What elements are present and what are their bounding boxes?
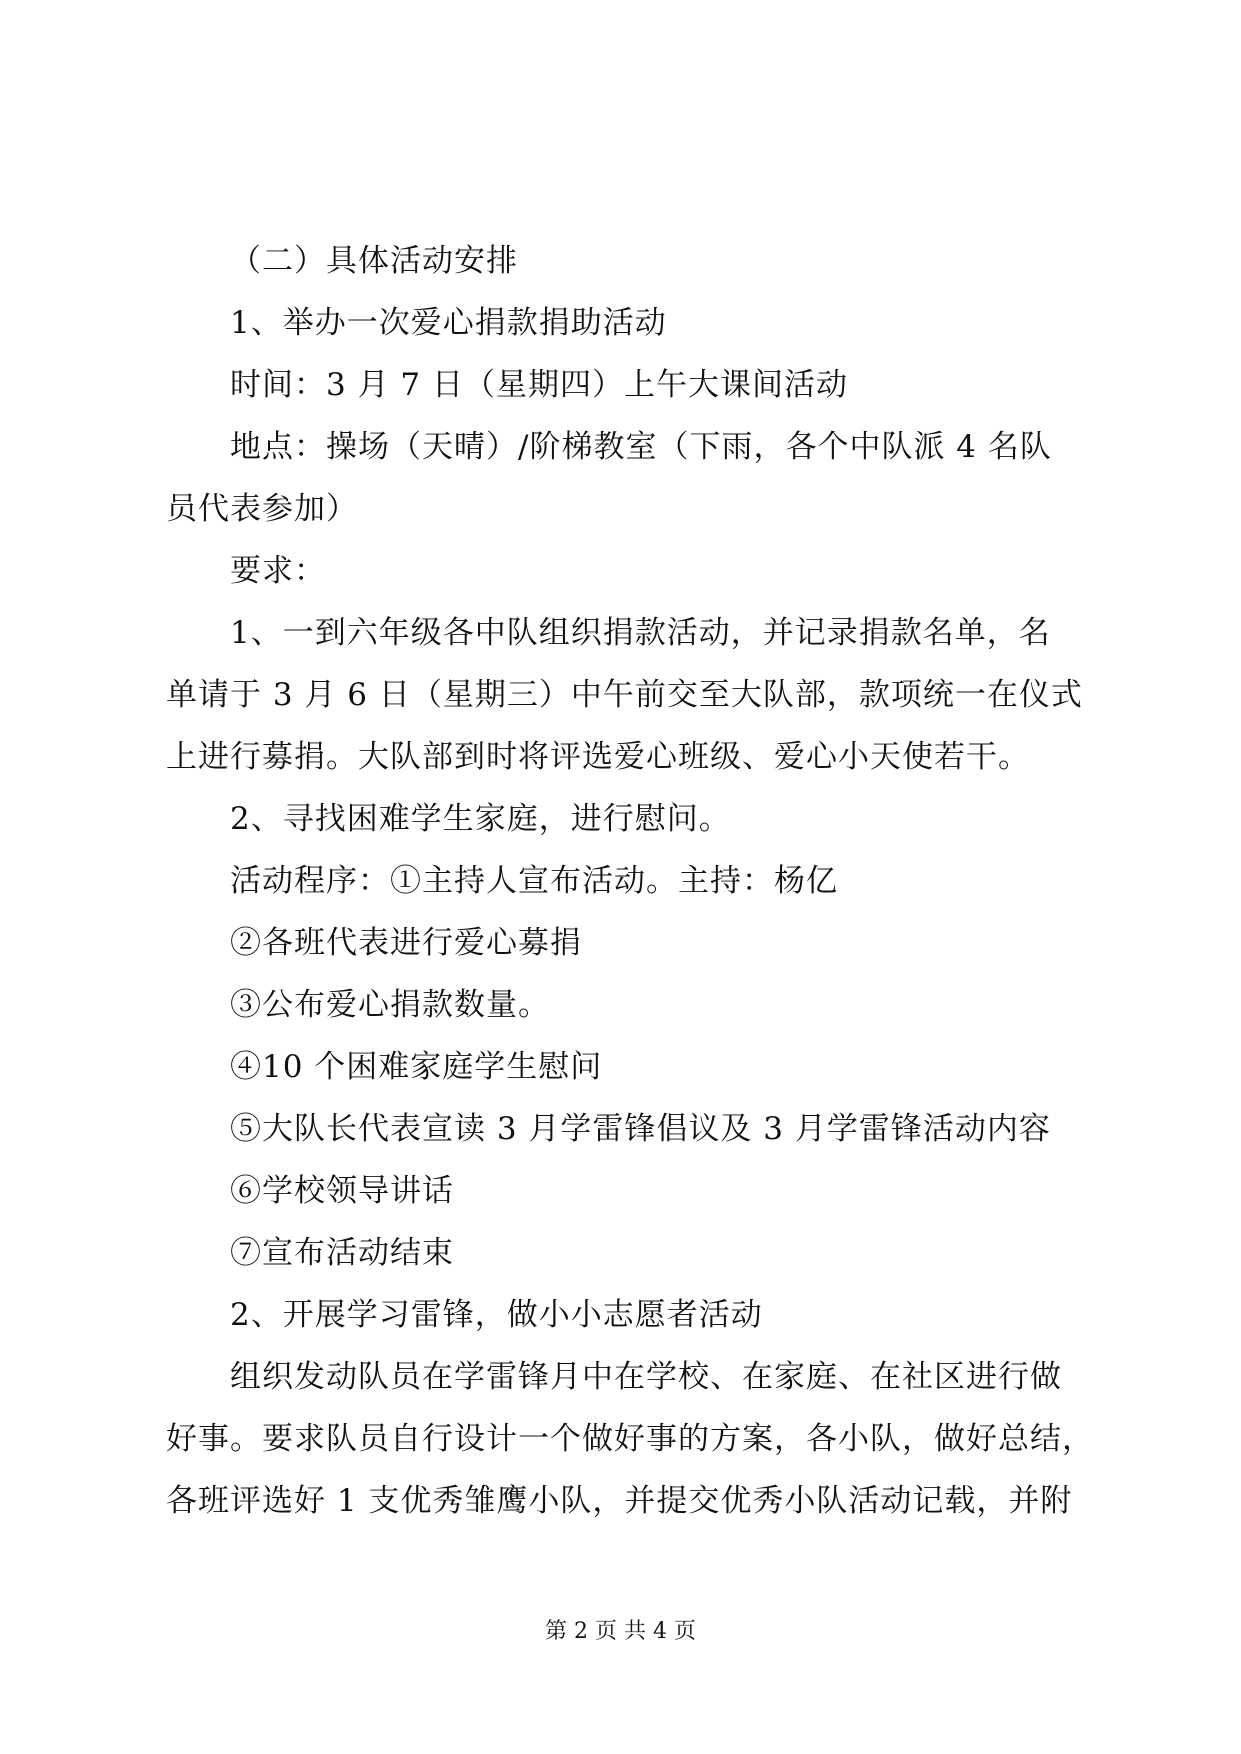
paragraph-line: 各班评选好 1 支优秀雏鹰小队，并提交优秀小队活动记载，并附 [166,1483,1073,1519]
paragraph-line: 活动程序：①主持人宣布活动。主持：杨亿 [230,863,838,899]
paragraph-line: 员代表参加） [166,491,358,527]
program-step: ⑥学校领导讲话 [230,1173,454,1209]
paragraph-line: 地点：操场（天晴）/阶梯教室（下雨，各个中队派 4 名队 [230,429,1052,465]
program-step: ③公布爱心捐款数量。 [230,987,550,1023]
program-step: ④10 个困难家庭学生慰问 [230,1049,603,1085]
paragraph-line: 2、寻找困难学生家庭，进行慰问。 [230,801,731,837]
paragraph-line: 单请于 3 月 6 日（星期三）中午前交至大队部，款项统一在仪式 [166,677,1083,713]
paragraph-line: 1、一到六年级各中队组织捐款活动，并记录捐款名单，名 [230,615,1051,651]
paragraph-line: 要求： [230,553,326,589]
program-step: ⑤大队长代表宣读 3 月学雷锋倡议及 3 月学雷锋活动内容 [230,1111,1051,1147]
program-step: ②各班代表进行爱心募捐 [230,925,582,961]
paragraph-line: 时间：3 月 7 日（星期四）上午大课间活动 [230,367,849,403]
paragraph-line: 组织发动队员在学雷锋月中在学校、在家庭、在社区进行做 [230,1359,1062,1395]
document-body [166,230,1094,1532]
paragraph-line: 2、开展学习雷锋，做小小志愿者活动 [230,1297,763,1333]
paragraph-line: 好事。要求队员自行设计一个做好事的方案，各小队，做好总结， [166,1421,1094,1457]
section-heading: （二）具体活动安排 [230,243,518,279]
page-number-footer: 第 2 页 共 4 页 [545,1619,696,1644]
paragraph-line: 1、举办一次爱心捐款捐助活动 [230,305,667,341]
program-step: ⑦宣布活动结束 [230,1235,454,1271]
paragraph-line: 上进行募捐。大队部到时将评选爱心班级、爱心小天使若干。 [166,739,1030,775]
